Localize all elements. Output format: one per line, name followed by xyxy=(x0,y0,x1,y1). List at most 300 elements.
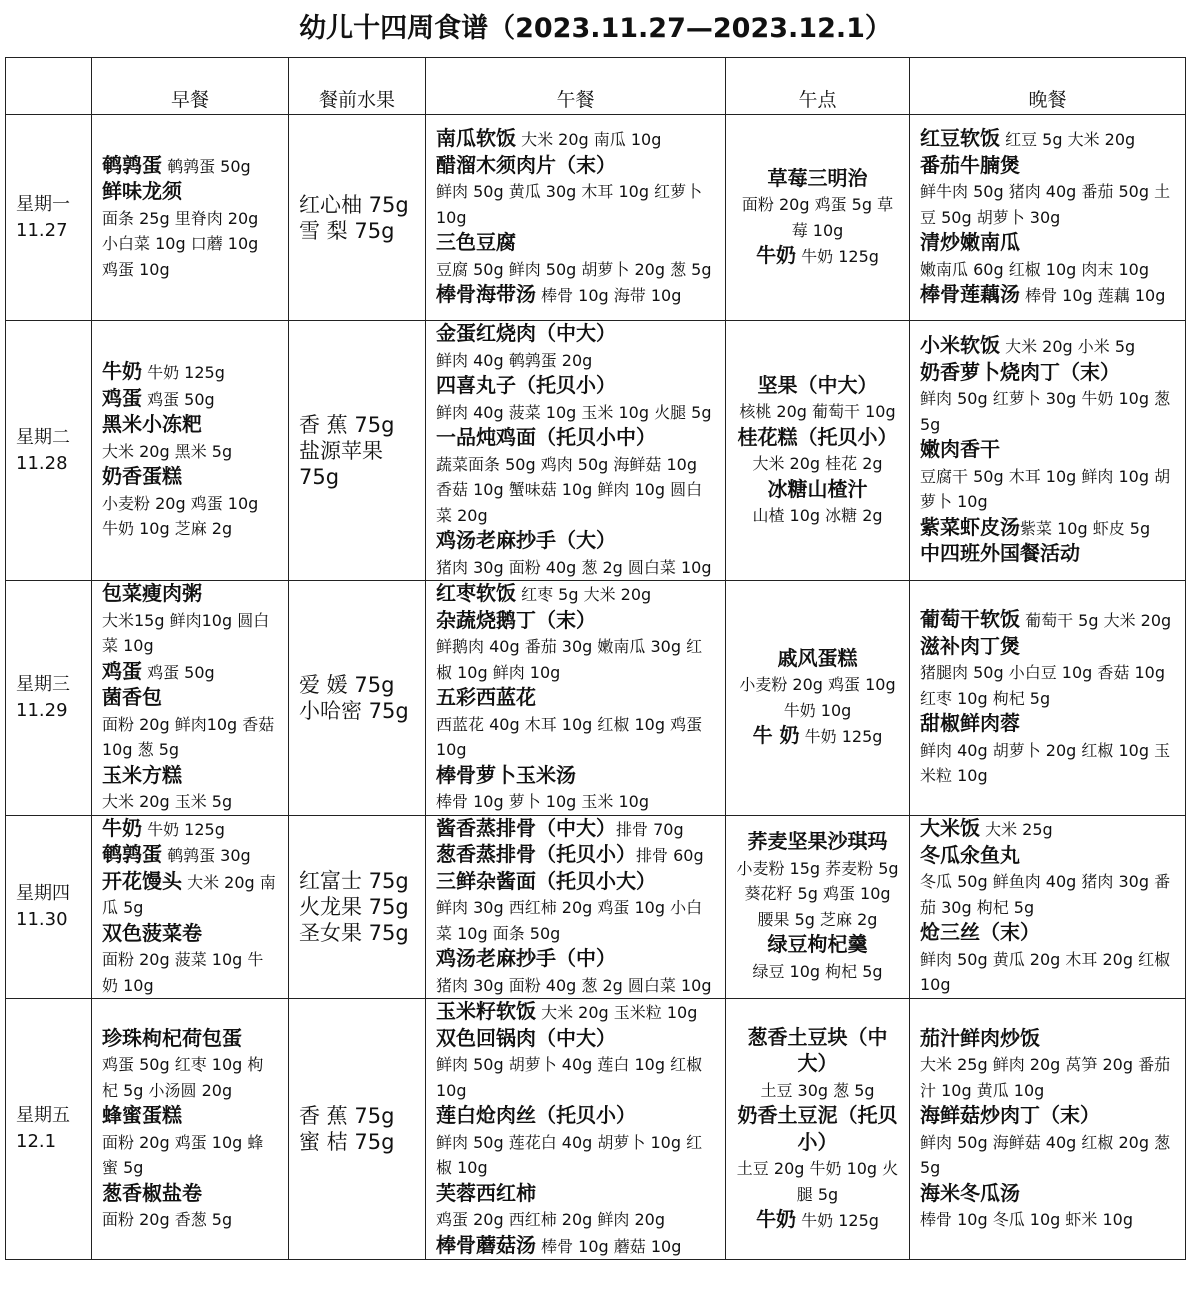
menu-line xyxy=(920,360,1175,387)
fruit-cell xyxy=(289,581,426,816)
ingredients: 面粉 20g 鸡蛋 10g 蜂蜜 5g xyxy=(102,1132,264,1177)
ingredients: 红枣 5g 大米 20g xyxy=(516,585,652,604)
header-snack: 午点 xyxy=(726,58,910,115)
dish-name: 红豆软饭 xyxy=(920,126,1000,151)
menu-line xyxy=(102,608,278,659)
ingredients: 鲜肉 50g 黄瓜 30g 木耳 10g 红萝卜 10g xyxy=(436,182,703,227)
menu-line xyxy=(920,464,1175,515)
menu-line xyxy=(436,608,715,635)
menu-line xyxy=(436,789,715,815)
ingredients: 鸡蛋 50g 红枣 10g 枸杞 5g 小汤圆 20g xyxy=(102,1055,264,1100)
menu-line xyxy=(102,921,278,948)
dish-name: 海米冬瓜汤 xyxy=(920,1180,1020,1205)
dish-name: 鸡蛋 xyxy=(102,658,142,683)
ingredients: 猪肉 30g 面粉 40g 葱 2g 圆白菜 10g xyxy=(436,557,712,577)
menu-line xyxy=(736,1207,899,1234)
menu-line xyxy=(102,816,278,843)
menu-line xyxy=(436,452,715,529)
ingredients: 面条 25g 里脊肉 20g xyxy=(102,208,259,228)
fruit-cell xyxy=(289,321,426,581)
dish-name: 葡萄干软饭 xyxy=(920,607,1020,631)
snack-cell xyxy=(726,321,910,581)
menu-line xyxy=(436,1233,715,1260)
ingredients: 牛奶 125g xyxy=(796,1211,879,1230)
menu-line xyxy=(736,243,899,270)
menu-line xyxy=(920,230,1175,257)
menu-line xyxy=(102,1130,278,1181)
menu-line xyxy=(736,503,899,529)
ingredients: 大米15g 鲜肉10g 圆白菜 10g xyxy=(102,610,270,655)
header-fruit: 餐前水果 xyxy=(289,58,426,115)
menu-line xyxy=(436,1181,715,1208)
header-blank xyxy=(6,58,92,115)
ingredients: 冬瓜 50g 鲜鱼肉 40g 猪肉 30g 番茄 30g 枸杞 5g xyxy=(920,872,1171,917)
ingredients: 葡萄干 5g 大米 20g xyxy=(1020,611,1172,630)
date: 11.29 xyxy=(16,699,68,721)
ingredients: 大米 25g xyxy=(980,820,1053,839)
menu-line xyxy=(736,932,899,959)
dish-name: 炝三丝（末） xyxy=(920,920,1040,944)
menu-line xyxy=(102,1207,278,1233)
dish-name: 三鲜杂酱面（托贝小大） xyxy=(436,868,656,893)
menu-line xyxy=(102,359,278,386)
lunch-cell xyxy=(426,815,726,999)
menu-line xyxy=(920,257,1175,283)
menu-line xyxy=(102,763,278,790)
menu-line xyxy=(736,451,899,477)
breakfast-cell xyxy=(92,815,289,999)
ingredients: 排骨 60g xyxy=(636,846,704,865)
ingredients: 豆腐干 50g 木耳 10g 鲜肉 10g 胡萝卜 10g xyxy=(920,466,1171,512)
dish-name: 酱香蒸排骨（中大） xyxy=(436,815,616,840)
menu-line xyxy=(920,1130,1175,1181)
menu-line xyxy=(102,947,278,998)
dish-name: 海鲜菇炒肉丁（末） xyxy=(920,1103,1100,1127)
dish-name: 三色豆腐 xyxy=(436,230,516,255)
ingredients: 大米 20g 南瓜 5g xyxy=(102,872,276,917)
menu-line xyxy=(102,1026,278,1053)
dish-name: 绿豆枸杞羹 xyxy=(767,932,868,957)
menu-line xyxy=(436,179,715,230)
menu-line xyxy=(436,321,715,348)
ingredients: 土豆 20g 牛奶 10g 火腿 5g xyxy=(736,1159,899,1204)
dish-name: 冬瓜氽鱼丸 xyxy=(920,842,1020,867)
dish-name: 鲜味龙须 xyxy=(102,179,182,204)
dish-name: 莲白炝肉丝（托贝小） xyxy=(436,1103,636,1127)
dish-name: 牛 奶 xyxy=(752,723,800,748)
ingredients: 鸡蛋 20g 西红柿 20g 鲜肉 20g xyxy=(436,1210,665,1229)
dish-name: 牛奶 xyxy=(756,1207,797,1231)
lunch-cell xyxy=(426,115,726,321)
ingredients: 大米 25g 鲜肉 20g 莴笋 20g 番茄汁 10g 黄瓜 10g xyxy=(920,1055,1171,1100)
ingredients: 鲜鹅肉 40g 番茄 30g 嫩南瓜 30g 红椒 10g 鲜肉 10g xyxy=(436,637,703,682)
dish-name: 冰糖山楂汁 xyxy=(767,476,868,501)
dish-name: 葱香土豆块（中大） xyxy=(747,1024,888,1075)
dish-name: 鸡汤老麻抄手（中） xyxy=(436,946,616,970)
dish-name: 甜椒鲜肉蓉 xyxy=(920,711,1020,735)
menu-line xyxy=(436,348,715,374)
ingredients: 棒骨 10g 海带 10g xyxy=(536,286,682,306)
menu-line xyxy=(436,973,715,999)
ingredients: 鲜牛肉 50g 猪肉 40g 番茄 50g 土豆 50g 胡萝卜 30g xyxy=(920,182,1171,227)
ingredients: 蔬菜面条 50g 鸡肉 50g 海鲜菇 10g 香菇 10g 蟹味菇 10g 鲜肉 10g 圆白菜 20g xyxy=(436,454,703,525)
header-breakfast: 早餐 xyxy=(92,58,289,115)
menu-line xyxy=(102,491,278,517)
menu-line xyxy=(920,1103,1175,1130)
ingredients: 绿豆 10g 枸杞 5g xyxy=(752,961,883,981)
dish-name: 鹌鹑蛋 xyxy=(102,152,162,177)
dish-name: 杂蔬烧鹅丁（末） xyxy=(436,607,596,632)
menu-line xyxy=(102,685,278,712)
ingredients: 棒骨 10g 蘑菇 10g xyxy=(536,1236,682,1256)
breakfast-cell xyxy=(92,321,289,581)
menu-line xyxy=(436,400,715,426)
dish-name: 奶香土豆泥（托贝小） xyxy=(737,1103,898,1154)
menu-line xyxy=(920,1052,1175,1103)
dish-name: 中四班外国餐活动 xyxy=(920,541,1080,566)
dish-name: 开花馒头 xyxy=(102,868,182,893)
day-label xyxy=(6,581,92,816)
menu-line xyxy=(436,869,715,896)
weekday: 星期一 xyxy=(16,193,70,215)
ingredients: 牛奶 125g xyxy=(142,363,225,383)
day-label xyxy=(6,815,92,999)
lunch-cell xyxy=(426,999,726,1260)
weekday: 星期二 xyxy=(16,426,70,448)
day-row xyxy=(6,321,1186,581)
fruit-item: 爱 媛 75g xyxy=(299,672,395,697)
menu-line xyxy=(102,179,278,206)
ingredients: 核桃 20g 葡萄干 10g xyxy=(739,402,896,421)
dish-name: 清炒嫩南瓜 xyxy=(920,230,1020,255)
weekday: 星期三 xyxy=(16,673,70,695)
day-row xyxy=(6,815,1186,999)
menu-line xyxy=(436,1052,715,1103)
dish-name: 牛奶 xyxy=(102,815,142,840)
ingredients: 猪肉 30g 面粉 40g 葱 2g 圆白菜 10g xyxy=(436,975,712,995)
ingredients: 鲜肉 40g 胡萝卜 20g 红椒 10g 玉米粒 10g xyxy=(920,740,1171,785)
dish-name: 嫩肉香干 xyxy=(920,437,1000,462)
ingredients: 猪腿肉 50g 小白豆 10g 香菇 10g 红枣 10g 枸杞 5g xyxy=(920,663,1165,708)
dish-name: 牛奶 xyxy=(102,359,142,384)
fruit-item: 75g xyxy=(299,464,340,489)
ingredients: 西蓝花 40g 木耳 10g 红椒 10g 鸡蛋 10g xyxy=(436,714,703,759)
ingredients: 排骨 70g xyxy=(616,819,684,839)
dish-name: 芙蓉西红柿 xyxy=(436,1180,536,1205)
snack-cell xyxy=(726,999,910,1260)
dish-name: 棒骨莲藕汤 xyxy=(920,282,1020,307)
fruit-cell xyxy=(289,115,426,321)
menu-line xyxy=(436,946,715,973)
dish-name: 黑米小冻粑 xyxy=(102,412,202,437)
dinner-cell xyxy=(910,815,1186,999)
fruit-cell xyxy=(289,999,426,1260)
menu-line xyxy=(920,607,1175,634)
menu-line xyxy=(436,230,715,257)
ingredients: 鸡蛋 50g xyxy=(142,662,215,682)
ingredients: 小麦粉 20g 鸡蛋 10g 牛奶 10g xyxy=(739,675,896,720)
menu-line xyxy=(736,399,899,425)
day-label xyxy=(6,115,92,321)
fruit-item: 盐源苹果 xyxy=(299,438,383,463)
menu-line xyxy=(736,477,899,504)
day-label xyxy=(6,999,92,1260)
menu-line xyxy=(102,231,278,257)
menu-line xyxy=(920,843,1175,870)
menu-line xyxy=(102,1103,278,1130)
menu-line xyxy=(436,1207,715,1233)
menu-line xyxy=(920,386,1175,437)
ingredients: 棒骨 10g 萝卜 10g 玉米 10g xyxy=(436,792,649,811)
ingredients: 牛奶 10g 芝麻 2g xyxy=(102,519,233,539)
dish-name: 奶香萝卜烧肉丁（末） xyxy=(920,359,1120,384)
dish-name: 玉米籽软饭 xyxy=(436,999,536,1023)
dish-name: 桂花糕（托贝小） xyxy=(737,424,898,449)
ingredients: 面粉 20g 菠菜 10g 牛奶 10g xyxy=(102,950,264,995)
menu-line xyxy=(436,425,715,452)
menu-line xyxy=(102,712,278,763)
menu-line xyxy=(736,723,899,750)
dish-name: 荞麦坚果沙琪玛 xyxy=(747,829,888,854)
day-row xyxy=(6,999,1186,1260)
dinner-cell xyxy=(910,999,1186,1260)
menu-line xyxy=(736,1025,899,1078)
menu-line xyxy=(102,206,278,232)
menu-line xyxy=(436,528,715,555)
fruit-item: 小哈密 75g xyxy=(299,698,409,723)
dish-name: 五彩西蓝花 xyxy=(436,685,536,709)
dish-name: 葱香蒸排骨（托贝小） xyxy=(436,842,636,866)
menu-line xyxy=(736,646,899,673)
breakfast-cell xyxy=(92,581,289,816)
ingredients: 鲜肉 50g 胡萝卜 40g 莲白 10g 红椒 10g xyxy=(436,1055,703,1100)
dinner-cell xyxy=(910,115,1186,321)
ingredients: 大米 20g 黑米 5g xyxy=(102,441,233,461)
weekday: 星期五 xyxy=(16,1105,70,1126)
ingredients: 大米 20g 小米 5g xyxy=(1000,337,1136,357)
menu-line xyxy=(436,153,715,180)
dish-name: 双色回锅肉（中大） xyxy=(436,1025,616,1050)
menu-line xyxy=(920,282,1175,309)
menu-line xyxy=(102,1181,278,1208)
menu-line xyxy=(436,634,715,685)
menu-line xyxy=(920,437,1175,464)
menu-line xyxy=(920,711,1175,738)
menu-line xyxy=(920,947,1175,998)
ingredients: 棒骨 10g 莲藕 10g xyxy=(1020,286,1166,306)
page-title: 幼儿十四周食谱（2023.11.27—2023.12.1） xyxy=(299,13,892,44)
menu-line xyxy=(920,126,1175,153)
lunch-cell xyxy=(426,581,726,816)
fruit-item: 红心柚 75g xyxy=(299,192,409,217)
header-lunch: 午餐 xyxy=(426,58,726,115)
menu-line xyxy=(436,816,715,843)
ingredients: 鹌鹑蛋 50g xyxy=(162,156,251,176)
ingredients: 红豆 5g 大米 20g xyxy=(1000,130,1136,150)
ingredients: 棒骨 10g 冬瓜 10g 虾米 10g xyxy=(920,1210,1133,1229)
dish-name: 葱香椒盐卷 xyxy=(102,1180,202,1205)
ingredients: 面粉 20g 鲜肉10g 香菇 10g 葱 5g xyxy=(102,714,275,759)
menu-line xyxy=(436,999,715,1026)
fruit-item: 红富士 75g xyxy=(299,868,409,893)
snack-cell xyxy=(726,581,910,816)
dish-name: 双色菠菜卷 xyxy=(102,920,202,945)
menu-line xyxy=(920,515,1175,542)
menu-line xyxy=(920,333,1175,360)
dish-name: 棒骨萝卜玉米汤 xyxy=(436,762,576,787)
fruit-item: 火龙果 75g xyxy=(299,894,409,919)
breakfast-cell xyxy=(92,115,289,321)
menu-line xyxy=(436,712,715,763)
menu-line xyxy=(436,1103,715,1130)
dish-name: 鸡蛋 xyxy=(102,385,142,410)
dish-name: 牛奶 xyxy=(756,243,797,267)
ingredients: 鲜肉 30g 西红柿 20g 鸡蛋 10g 小白菜 10g 面条 50g xyxy=(436,898,703,943)
dish-name: 戚风蛋糕 xyxy=(777,645,858,670)
dish-name: 一品炖鸡面（托贝小中） xyxy=(436,425,656,449)
breakfast-cell xyxy=(92,999,289,1260)
dish-name: 棒骨海带汤 xyxy=(436,282,536,307)
dinner-cell xyxy=(910,581,1186,816)
date: 11.28 xyxy=(16,452,68,474)
dish-name: 醋溜木须肉片（末） xyxy=(436,152,616,177)
date: 11.30 xyxy=(16,908,68,930)
menu-line xyxy=(736,1103,899,1156)
fruit-item: 蜜 桔 75g xyxy=(299,1130,395,1154)
weekday: 星期四 xyxy=(16,882,70,904)
menu-line xyxy=(920,869,1175,920)
day-row xyxy=(6,581,1186,816)
menu-line xyxy=(736,1078,899,1104)
menu-line xyxy=(102,516,278,542)
dish-name: 棒骨蘑菇汤 xyxy=(436,1232,536,1257)
ingredients: 鲜肉 50g 海鲜菇 40g 红椒 20g 葱 5g xyxy=(920,1132,1171,1177)
menu-line xyxy=(736,829,899,856)
dish-name: 番茄牛腩煲 xyxy=(920,152,1020,177)
dish-name: 紫菜虾皮汤 xyxy=(920,514,1020,539)
dish-name: 四喜丸子（托贝小） xyxy=(436,373,616,397)
ingredients: 土豆 30g 葱 5g xyxy=(760,1080,875,1100)
menu-line xyxy=(102,412,278,439)
menu-line xyxy=(436,282,715,309)
menu-line xyxy=(736,373,899,400)
dish-name: 金蛋红烧肉（中大） xyxy=(436,321,616,345)
dish-name: 红枣软饭 xyxy=(436,581,516,605)
ingredients: 鲜肉 50g 红萝卜 30g 牛奶 10g 葱 5g xyxy=(920,389,1171,434)
dish-name: 玉米方糕 xyxy=(102,762,182,787)
fruit-cell xyxy=(289,815,426,999)
menu-line xyxy=(102,1052,278,1103)
dish-name: 草莓三明治 xyxy=(767,165,868,190)
menu-line xyxy=(920,1181,1175,1208)
menu-line xyxy=(436,581,715,608)
header-row xyxy=(6,58,1186,115)
lunch-cell xyxy=(426,321,726,581)
ingredients: 鸡蛋 10g xyxy=(102,259,170,279)
menu-line xyxy=(920,634,1175,661)
ingredients: 鸡蛋 50g xyxy=(142,389,215,409)
ingredients: 小麦粉 15g 荞麦粉 5g 葵花籽 5g 鸡蛋 10g 腰果 5g 芝麻 2g xyxy=(736,858,899,929)
ingredients: 面粉 20g 香葱 5g xyxy=(102,1210,233,1229)
menu-line xyxy=(920,153,1175,180)
fruit-item: 雪 梨 75g xyxy=(299,218,395,243)
menu-line xyxy=(920,1207,1175,1233)
menu-line xyxy=(102,581,278,608)
dish-name: 坚果（中大） xyxy=(757,372,878,397)
ingredients: 大米 20g 玉米 5g xyxy=(102,792,233,811)
dish-name: 大米饭 xyxy=(920,816,980,840)
menu-line xyxy=(436,373,715,400)
menu-line xyxy=(102,153,278,180)
ingredients: 鹌鹑蛋 30g xyxy=(162,846,251,865)
ingredients: 大米 20g 南瓜 10g xyxy=(516,130,662,150)
menu-line xyxy=(102,386,278,413)
ingredients: 小白菜 10g 口蘑 10g xyxy=(102,234,259,254)
menu-line xyxy=(102,842,278,869)
dish-name: 蜂蜜蛋糕 xyxy=(102,1103,182,1127)
menu-line xyxy=(920,660,1175,711)
menu-line xyxy=(736,672,899,723)
ingredients: 鲜肉 50g 黄瓜 20g 木耳 20g 红椒 10g xyxy=(920,949,1171,994)
menu-line xyxy=(436,685,715,712)
menu-line xyxy=(102,464,278,491)
menu-line xyxy=(736,192,899,243)
menu-line xyxy=(102,869,278,921)
menu-line xyxy=(920,816,1175,843)
dish-name: 奶香蛋糕 xyxy=(102,464,182,489)
menu-table xyxy=(5,57,1186,1260)
ingredients: 小麦粉 20g 鸡蛋 10g xyxy=(102,493,259,513)
fruit-item: 圣女果 75g xyxy=(299,920,409,945)
ingredients: 鲜肉 50g 莲花白 40g 胡萝卜 10g 红椒 10g xyxy=(436,1132,703,1177)
header-dinner: 晚餐 xyxy=(910,58,1186,115)
menu-line xyxy=(736,856,899,933)
ingredients: 嫩南瓜 60g 红椒 10g 肉末 10g xyxy=(920,259,1149,279)
ingredients: 山楂 10g 冰糖 2g xyxy=(752,506,883,525)
menu-line xyxy=(736,425,899,452)
menu-line xyxy=(920,541,1175,568)
menu-line xyxy=(920,179,1175,230)
menu-line xyxy=(736,959,899,985)
ingredients: 牛奶 125g xyxy=(799,727,883,747)
ingredients: 面粉 20g 鸡蛋 5g 草莓 10g xyxy=(741,195,894,240)
dish-name: 包菜瘦肉粥 xyxy=(102,581,202,605)
menu-line xyxy=(102,439,278,465)
day-row xyxy=(6,115,1186,321)
menu-line xyxy=(436,555,715,581)
menu-line xyxy=(436,842,715,869)
ingredients: 牛奶 125g xyxy=(142,819,225,839)
dinner-cell xyxy=(910,321,1186,581)
fruit-item: 香 蕉 75g xyxy=(299,412,395,437)
dish-name: 小米软饭 xyxy=(920,333,1000,358)
ingredients: 牛奶 125g xyxy=(796,247,879,266)
dish-name: 滋补肉丁煲 xyxy=(920,633,1020,658)
day-label xyxy=(6,321,92,581)
dish-name: 茄汁鲜肉炒饭 xyxy=(920,1025,1040,1050)
dish-name: 鸡汤老麻抄手（大） xyxy=(436,528,616,552)
menu-line xyxy=(436,257,715,283)
ingredients: 大米 20g 玉米粒 10g xyxy=(536,1003,698,1022)
date: 12.1 xyxy=(16,1131,57,1152)
menu-line xyxy=(920,920,1175,947)
menu-line xyxy=(920,1026,1175,1053)
snack-cell xyxy=(726,115,910,321)
menu-line xyxy=(102,257,278,283)
ingredients: 鲜肉 40g 菠菜 10g 玉米 10g 火腿 5g xyxy=(436,402,712,422)
snack-cell xyxy=(726,815,910,999)
menu-line xyxy=(436,126,715,153)
